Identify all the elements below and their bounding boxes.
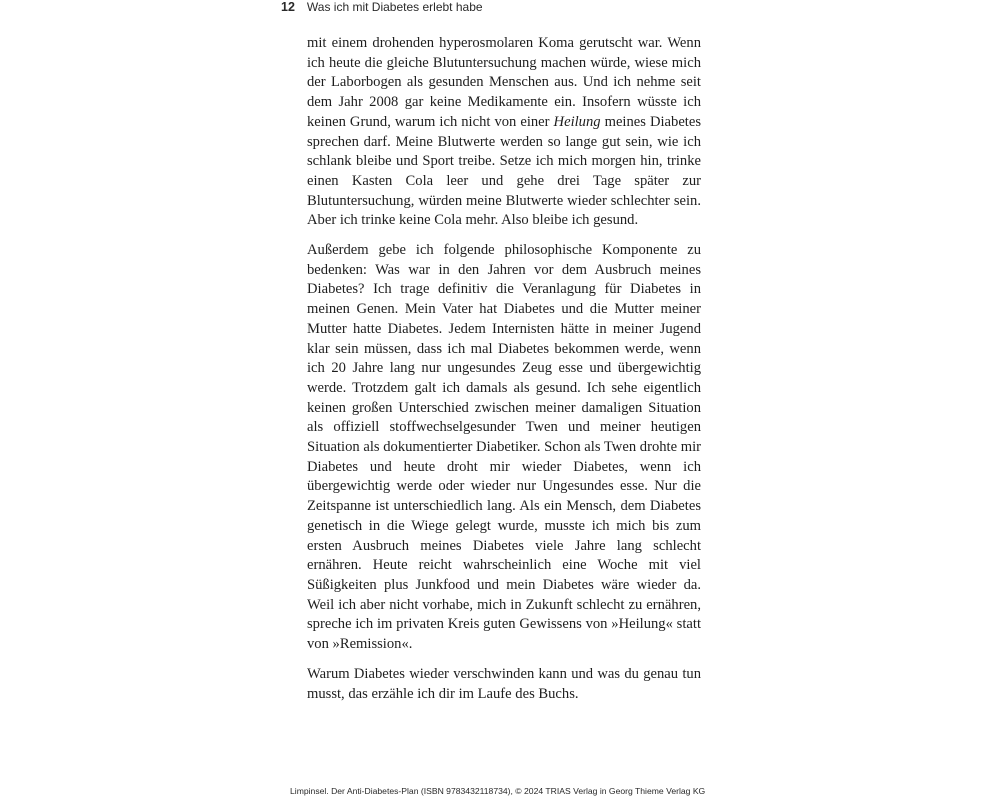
paragraph-1: [307, 34, 701, 231]
paragraph-2: Außerdem gebe ich folgende philosophische Komponente zu bedenken: Was war in den Jahren vor dem Ausbruch meines Diabetes? Ich trage definitiv die Veranlagung für Diabetes in meinen Genen. Mein Vater hat Diabetes und die Mutter meiner Mutter hatte Diabetes. Jedem Internisten hätte in meiner Jugend klar sein müssen, dass ich mal Diabetes bekommen werde, wenn ich 20 Jahre lang nur ungesundes Zeug esse und übergewichtig werde. Trotzdem galt ich damals als gesund. Ich sehe eigentlich keinen großen Unterschied zwischen meiner damaligen Situation als offiziell stoffwechselgesunder Twen und meiner heutigen Situation als dokumentierter Diabetiker. Schon als Twen drohte mir Diabetes und heute droht mir wieder Diabetes, wenn ich übergewichtig werde oder wieder nur Ungesundes esse. Nur die Zeitspanne ist unterschiedlich lang. Als ein Mensch, dem Diabetes genetisch in die Wiege gelegt wurde, musste ich mich bis zum ersten Ausbruch meines Diabetes viele Jahre lang schlecht ernähren. Heute reicht wahrscheinlich eine Woche mit viel Süßigkeiten plus Junkfood und mein Diabetes wäre wieder da. Weil ich aber nicht vorhabe, mich in Zukunft schlecht zu ernähren, spreche ich im privaten Kreis guten Gewissens von »Heilung« statt von »Remission«.: [307, 242, 701, 653]
paragraph-1-text-end: meines Diabetes sprechen darf. Meine Blutwerte werden so lange gut sein, wie ich schlank bleibe und Sport treibe. Setze ich mich morgen hin, trinke einen Kasten Cola leer und gehe drei Tage später zur Blutuntersuchung, würden meine Blutwerte wieder schlechter sein. Aber ich trinke keine Cola mehr. Also bleibe ich gesund.: [307, 113, 702, 229]
body-text: [307, 34, 701, 714]
emphasis-heilung: Heilung: [553, 113, 601, 130]
footer-citation: Limpinsel. Der Anti-Diabetes-Plan (ISBN 9783432118734), © 2024 TRIAS Verlag in Georg Thieme Verlag KG: [290, 786, 706, 796]
page-header: [281, 0, 483, 14]
running-title: Was ich mit Diabetes erlebt habe: [306, 0, 483, 14]
paragraph-1-text-start: mit einem drohenden hyperosmolaren Koma gerutscht war. Wenn ich heute die gleiche Blutuntersuchung machen würde, wiese mich der Laborbogen als gesunden Menschen aus. Und ich nehme seit dem Jahr 2008 gar keine Medikamente ein. Insofern wüsste ich keinen Grund, warum ich nicht von einer: [307, 35, 701, 130]
page-number: 12: [281, 0, 295, 14]
paragraph-3: Warum Diabetes wieder verschwinden kann und was du genau tun musst, das erzähle ich dir im Laufe des Buchs.: [307, 665, 701, 702]
